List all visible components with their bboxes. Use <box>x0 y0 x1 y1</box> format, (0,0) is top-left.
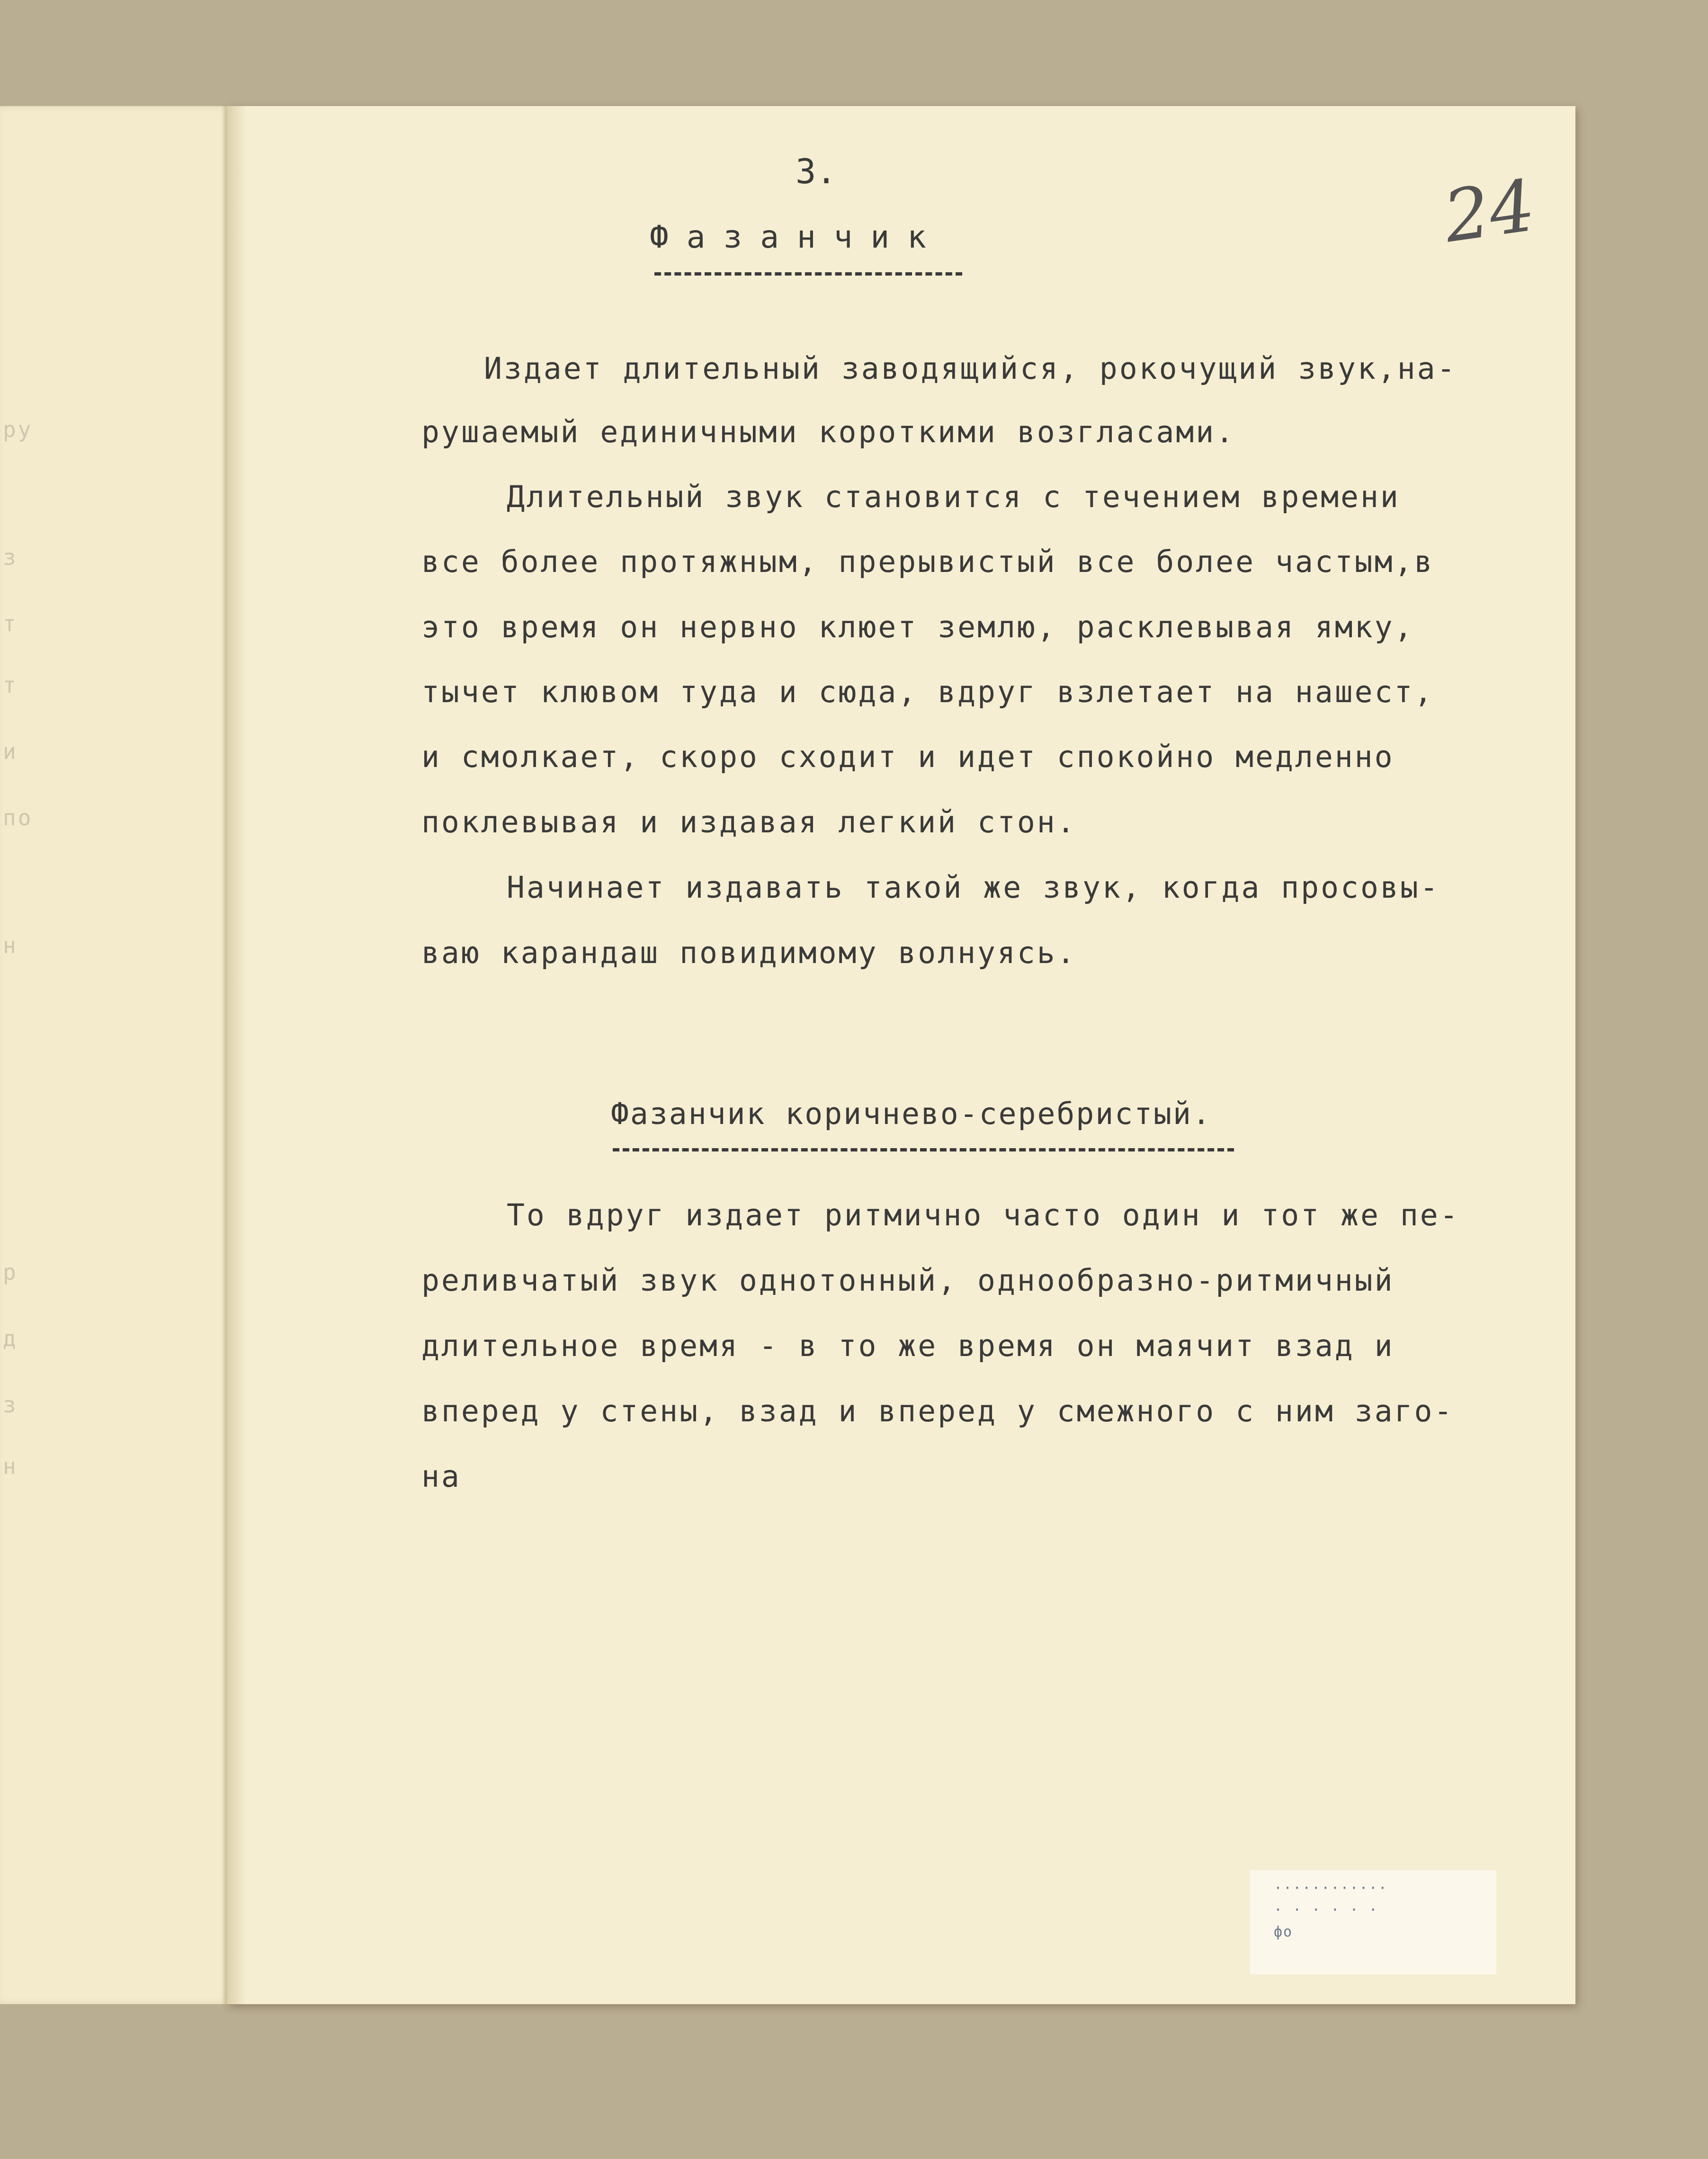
section-title: Фазанчик <box>650 219 944 255</box>
prev-page-fragment: з <box>3 1392 18 1418</box>
text-line: Начинает издавать такой же звук, когда просовы- <box>507 870 1440 905</box>
page-number: 3. <box>796 152 837 191</box>
heading-underline <box>613 1148 1234 1151</box>
text-line: рушаемый единичными короткими возгласами. <box>421 415 1236 449</box>
prev-page-fragment: д <box>3 1326 18 1351</box>
text-line: тычет клювом туда и сюда, вдруг взлетает на нашест, <box>421 675 1434 709</box>
text-line: все более протяжным, прерывистый все более частым,в <box>421 544 1434 579</box>
prev-page-fragment: н <box>3 933 18 958</box>
text-line: Издает длительный заводящийся, рокочущий звук,на- <box>484 351 1457 386</box>
document-page <box>227 106 1575 2004</box>
text-line: То вдруг издает ритмично часто один и тот же пе- <box>507 1198 1460 1232</box>
text-line: это время он нервно клюет землю, расклевывая ямку, <box>421 610 1414 644</box>
text-line: реливчатый звук однотонный, однообразно-ритмичный <box>421 1263 1395 1298</box>
prev-page-fragment: по <box>3 805 33 830</box>
text-line: длительное время - в то же время он маячит взад и <box>421 1329 1395 1363</box>
prev-page-fragment: р <box>3 1259 18 1285</box>
section-heading: Фазанчик коричнево-серебристый. <box>611 1097 1212 1131</box>
handwritten-folio-number: 24 <box>1439 164 1540 259</box>
text-line: поклевывая и издавая легкий стон. <box>421 805 1077 839</box>
prev-page-fragment: и <box>3 739 18 764</box>
prev-page-fragment: т <box>3 611 18 636</box>
prev-page-fragment: ру <box>3 417 33 442</box>
prev-page-fragment: з <box>3 544 18 570</box>
archive-stamp-text: ············ · · · · · · фо <box>1274 1880 1388 1940</box>
title-underline <box>654 272 962 276</box>
text-line: ваю карандаш повидимому волнуясь. <box>421 936 1077 970</box>
prev-page-fragment: т <box>3 672 18 698</box>
text-line: на <box>421 1459 461 1494</box>
text-line: Длительный звук становится с течением времени <box>507 480 1400 514</box>
page-edge-shadow <box>227 106 246 2004</box>
prev-page-fragment: н <box>3 1454 18 1479</box>
text-line: вперед у стены, взад и вперед у смежного с ним заго- <box>421 1394 1454 1428</box>
text-line: и смолкает, скоро сходит и идет спокойно медленно <box>421 740 1395 774</box>
